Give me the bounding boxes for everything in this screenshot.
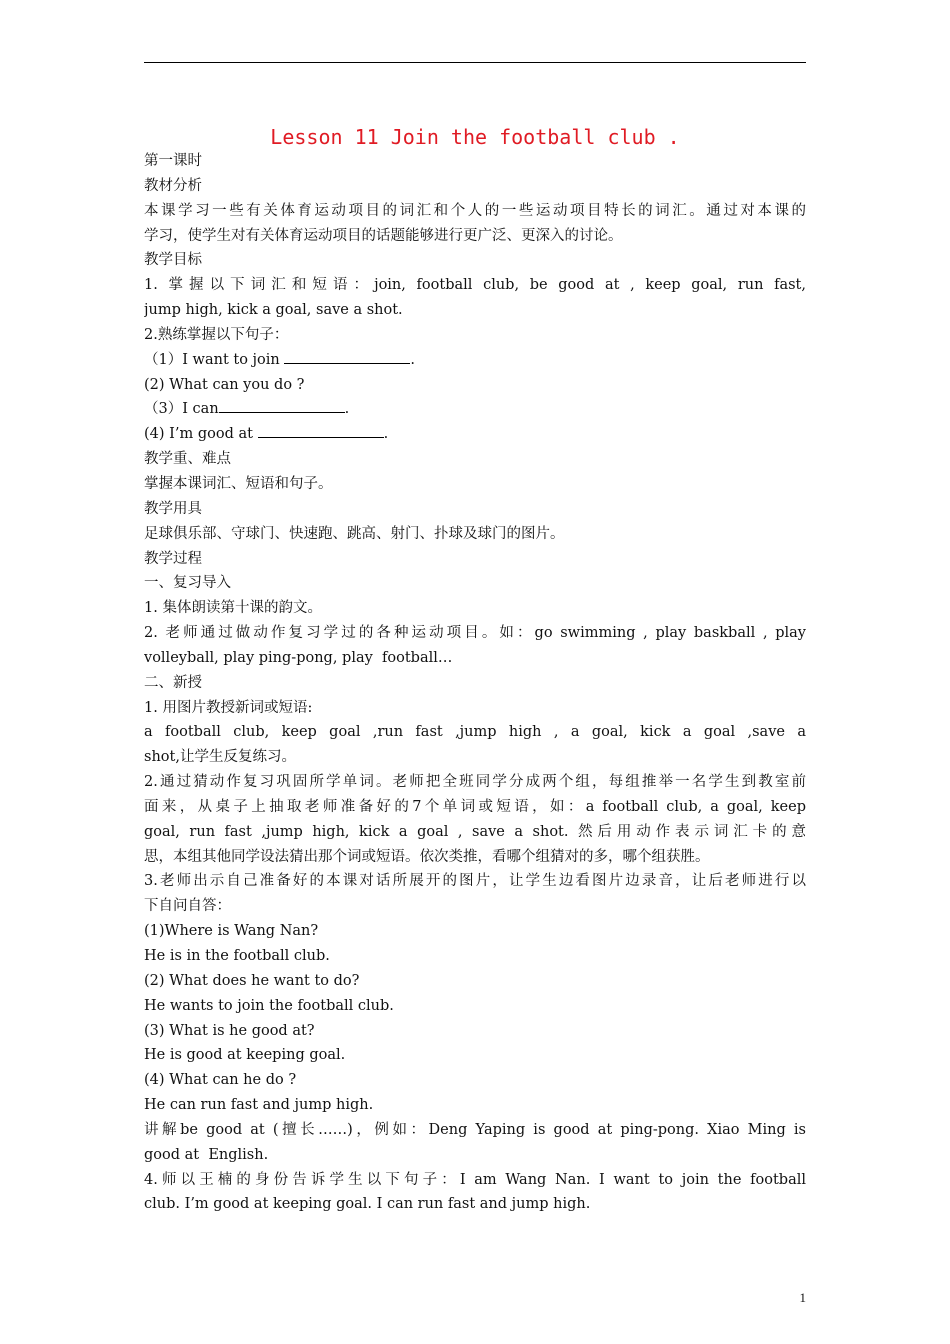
sentence-pattern-3 xyxy=(144,397,806,422)
paragraph-line: jump high, kick a goal, save a shot. xyxy=(144,302,403,319)
heading-teaching-goals: 教学目标 xyxy=(144,252,202,269)
paragraph-line: 1. 掌握以下词汇和短语：join, football club, be good at , keep goal, run fast, xyxy=(144,277,806,294)
header-rule xyxy=(144,62,806,63)
sentence-pattern-2: (2) What can you do ? xyxy=(144,376,305,393)
paragraph-line: 本课学习一些有关体育运动项目的词汇和个人的一些运动项目特长的词汇。通过对本课的 xyxy=(144,202,806,219)
heading-teaching-aids: 教学用具 xyxy=(144,500,202,517)
paragraph-line: a football club, keep goal ,run fast ,jump high , a goal, kick a goal ,save a xyxy=(144,724,806,741)
dialogue-line: (4) What can he do ? xyxy=(144,1072,297,1089)
sentence-end: . xyxy=(410,351,415,368)
paragraph-line: 2.通过猜动作复习巩固所学单词。老师把全班同学分成两个组，每组推举一名学生到教室前 xyxy=(144,774,806,791)
sentence-text: (4) I’m good at xyxy=(144,426,258,443)
fill-in-blank xyxy=(284,349,410,364)
fill-in-blank xyxy=(258,423,384,438)
subheading-review: 一、复习导入 xyxy=(144,575,231,592)
paragraph-line: 学习，使学生对有关体育运动项目的话题能够进行更广泛、更深入的讨论。 xyxy=(144,227,623,244)
lesson-title: Lesson 11 Join the football club . xyxy=(270,125,680,149)
heading-teaching-process: 教学过程 xyxy=(144,550,202,567)
paragraph-line: 1. 集体朗读第十课的韵文。 xyxy=(144,600,322,617)
paragraph-line: 2.熟练掌握以下句子： xyxy=(144,326,289,343)
paragraph-line: volleyball, play ping-pong, play football… xyxy=(144,649,453,666)
sentence-text: （3）I can xyxy=(144,401,219,418)
page-number: 1 xyxy=(799,1290,806,1305)
heading-key-points: 教学重、难点 xyxy=(144,451,231,468)
dialogue-line: (1)Where is Wang Nan? xyxy=(144,923,319,940)
paragraph-line: 下自问自答： xyxy=(144,898,231,915)
section-label-first-period: 第一课时 xyxy=(144,153,202,169)
paragraph-line: shot,让学生反复练习。 xyxy=(144,749,296,766)
dialogue-line: (3) What is he good at? xyxy=(144,1022,315,1039)
lesson-body xyxy=(144,149,806,1217)
paragraph-line: goal, run fast ,jump high, kick a goal , save a shot. 然后用动作表示词汇卡的意 xyxy=(144,823,806,840)
paragraph-line: 4.师以王楠的身份告诉学生以下句子：I am Wang Nan. I want to join the football xyxy=(144,1171,806,1188)
fill-in-blank xyxy=(219,398,345,413)
paragraph-line: 足球俱乐部、守球门、快速跑、跳高、射门、扑球及球门的图片。 xyxy=(144,525,565,542)
dialogue-line: He is good at keeping goal. xyxy=(144,1047,346,1064)
paragraph-line: 2. 老师通过做动作复习学过的各种运动项目。如：go swimming , play baskball , play xyxy=(144,625,806,642)
dialogue-line: He is in the football club. xyxy=(144,948,330,964)
paragraph-line: 思，本组其他同学设法猜出那个词或短语。依次类推，看哪个组猜对的多，哪个组获胜。 xyxy=(144,848,710,865)
heading-material-analysis: 教材分析 xyxy=(144,177,202,194)
paragraph-line: club. I’m good at keeping goal. I can run fast and jump high. xyxy=(144,1196,591,1213)
paragraph-line: 讲解be good at (擅长……)，例如：Deng Yaping is good at ping-pong. Xiao Ming is xyxy=(144,1121,806,1138)
sentence-end: . xyxy=(344,401,350,418)
dialogue-line: He wants to join the football club. xyxy=(144,997,394,1014)
paragraph-line: 1. 用图片教授新词或短语: xyxy=(144,699,313,716)
sentence-pattern-1 xyxy=(144,348,806,373)
dialogue-line: He can run fast and jump high. xyxy=(144,1097,374,1114)
dialogue-line: (2) What does he want to do? xyxy=(144,972,360,989)
paragraph-line: good at English. xyxy=(144,1146,269,1163)
paragraph-line: 面来，从桌子上抽取老师准备好的7个单词或短语，如：a football club, a goal, keep xyxy=(144,798,806,815)
sentence-end: . xyxy=(383,426,389,443)
paragraph-line: 掌握本课词汇、短语和句子。 xyxy=(144,475,333,492)
subheading-new-lesson: 二、新授 xyxy=(144,674,202,691)
sentence-pattern-4 xyxy=(144,422,806,447)
sentence-text: （1）I want to join xyxy=(144,351,285,368)
paragraph-line: 3.老师出示自己准备好的本课对话所展开的图片，让学生边看图片边录音，让后老师进行以 xyxy=(144,873,806,890)
